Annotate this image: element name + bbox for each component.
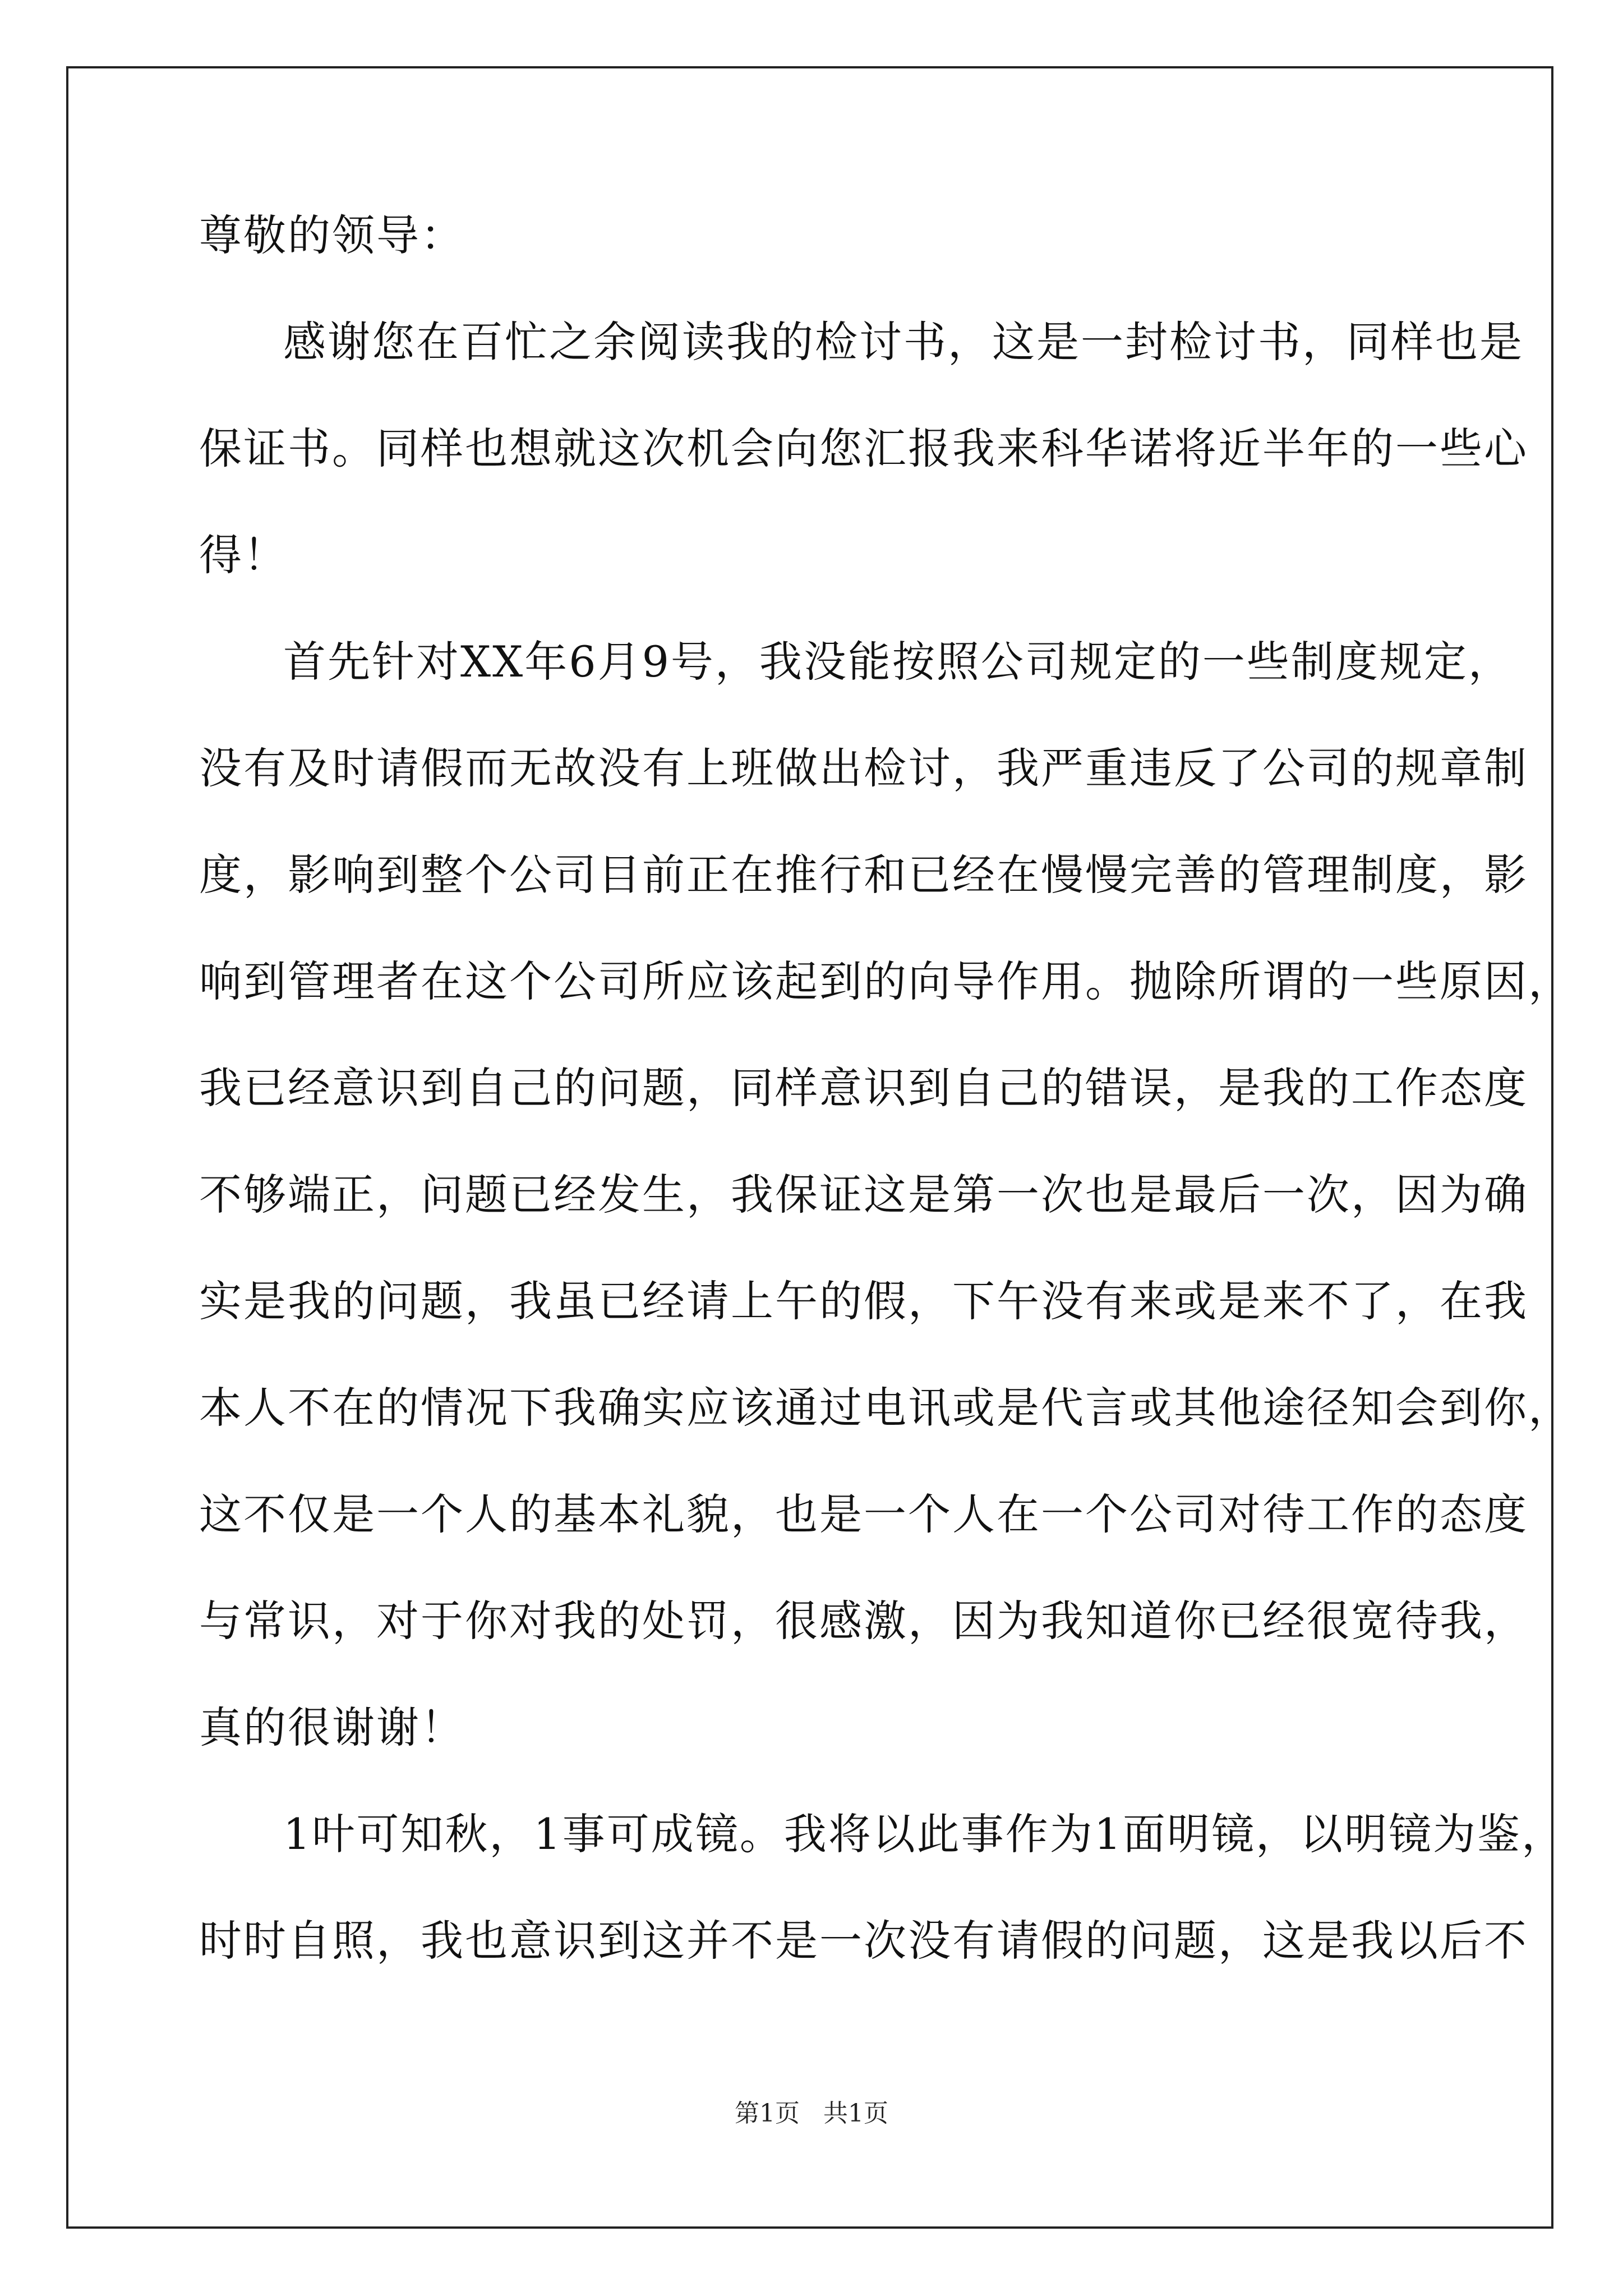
paragraph-line: 真的很谢谢！	[199, 1703, 465, 1752]
paragraph-line: 实是我的问题，我虽已经请上午的假，下午没有来或是来不了，在我	[199, 1276, 1528, 1326]
paragraph-line: 不够端正，问题已经发生，我保证这是第一次也是最后一次，因为确	[199, 1170, 1528, 1220]
paragraph-line: 没有及时请假而无故没有上班做出检讨，我严重违反了公司的规章制	[199, 743, 1528, 793]
paragraph-line: 1叶可知秋，1事可成镜。我将以此事作为1面明镜，以明镜为鉴，	[283, 1809, 1566, 1859]
page-footer	[0, 2097, 1623, 2131]
paragraph-line: 我已经意识到自己的问题，同样意识到自己的错误，是我的工作态度	[199, 1063, 1528, 1113]
page-total: 共1页	[823, 2099, 888, 2128]
page-number: 第1页	[735, 2099, 800, 2128]
paragraph-line: 时时自照，我也意识到这并不是一次没有请假的问题，这是我以后不	[199, 1916, 1528, 1966]
paragraph-line: 得！	[199, 530, 288, 580]
paragraph-line: 首先针对XX年6月9号，我没能按照公司规定的一些制度规定，	[283, 637, 1513, 687]
paragraph-line: 本人不在的情况下我确实应该通过电讯或是代言或其他途径知会到你，	[199, 1383, 1573, 1433]
page-border	[66, 66, 1553, 2229]
paragraph-line: 保证书。同样也想就这次机会向您汇报我来科华诺将近半年的一些心	[199, 424, 1528, 473]
paragraph-line: 度，影响到整个公司目前正在推行和已经在慢慢完善的管理制度，影	[199, 850, 1528, 900]
paragraph-line: 响到管理者在这个公司所应该起到的向导作用。抛除所谓的一些原因，	[199, 956, 1573, 1006]
paragraph-line: 与常识，对于你对我的处罚，很感激，因为我知道你已经很宽待我，	[199, 1596, 1528, 1646]
greeting: 尊敬的领导：	[199, 210, 465, 260]
paragraph-line: 这不仅是一个人的基本礼貌，也是一个人在一个公司对待工作的态度	[199, 1489, 1528, 1539]
paragraph-line: 感谢您在百忙之余阅读我的检讨书，这是一封检讨书，同样也是	[283, 317, 1524, 367]
